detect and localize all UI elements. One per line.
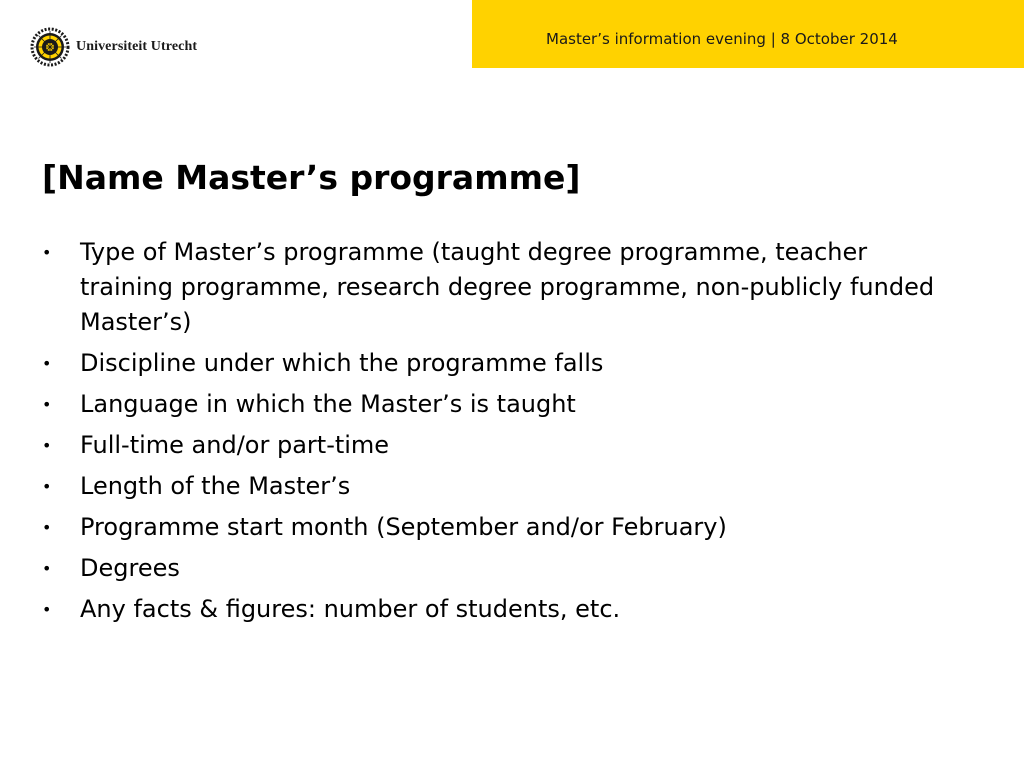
bullet-text: Any facts & figures: number of students, etc. bbox=[80, 595, 621, 623]
bullet-item bbox=[42, 235, 942, 340]
event-header: Master’s information evening | 8 October 2014 bbox=[546, 30, 898, 48]
slide-title: [Name Master’s programme] bbox=[42, 158, 581, 197]
bullet-icon: • bbox=[42, 395, 52, 414]
bullet-text: Programme start month (September and/or February) bbox=[80, 513, 727, 541]
university-logo bbox=[30, 27, 197, 67]
bullet-item bbox=[42, 346, 942, 381]
bullet-icon: • bbox=[42, 354, 52, 373]
university-seal-icon bbox=[30, 27, 70, 67]
bullet-text: Language in which the Master’s is taught bbox=[80, 390, 576, 418]
bullet-list bbox=[42, 235, 942, 633]
bullet-item bbox=[42, 387, 942, 422]
bullet-item bbox=[42, 428, 942, 463]
bullet-text: Length of the Master’s bbox=[80, 472, 351, 500]
bullet-icon: • bbox=[42, 477, 52, 496]
bullet-icon: • bbox=[42, 600, 52, 619]
bullet-text: Full-time and/or part-time bbox=[80, 431, 390, 459]
bullet-item bbox=[42, 592, 942, 627]
bullet-icon: • bbox=[42, 559, 52, 578]
bullet-text: Type of Master’s programme (taught degree programme, teacher training programme, research degree programme, non-publicly funded Master’s) bbox=[80, 238, 935, 336]
bullet-item bbox=[42, 469, 942, 504]
bullet-text: Discipline under which the programme falls bbox=[80, 349, 604, 377]
logo-wordmark: Universiteit Utrecht bbox=[76, 39, 198, 54]
bullet-text: Degrees bbox=[80, 554, 180, 582]
bullet-icon: • bbox=[42, 436, 52, 455]
bullet-icon: • bbox=[42, 243, 52, 262]
bullet-icon: • bbox=[42, 518, 52, 537]
bullet-item bbox=[42, 510, 942, 545]
bullet-item bbox=[42, 551, 942, 586]
